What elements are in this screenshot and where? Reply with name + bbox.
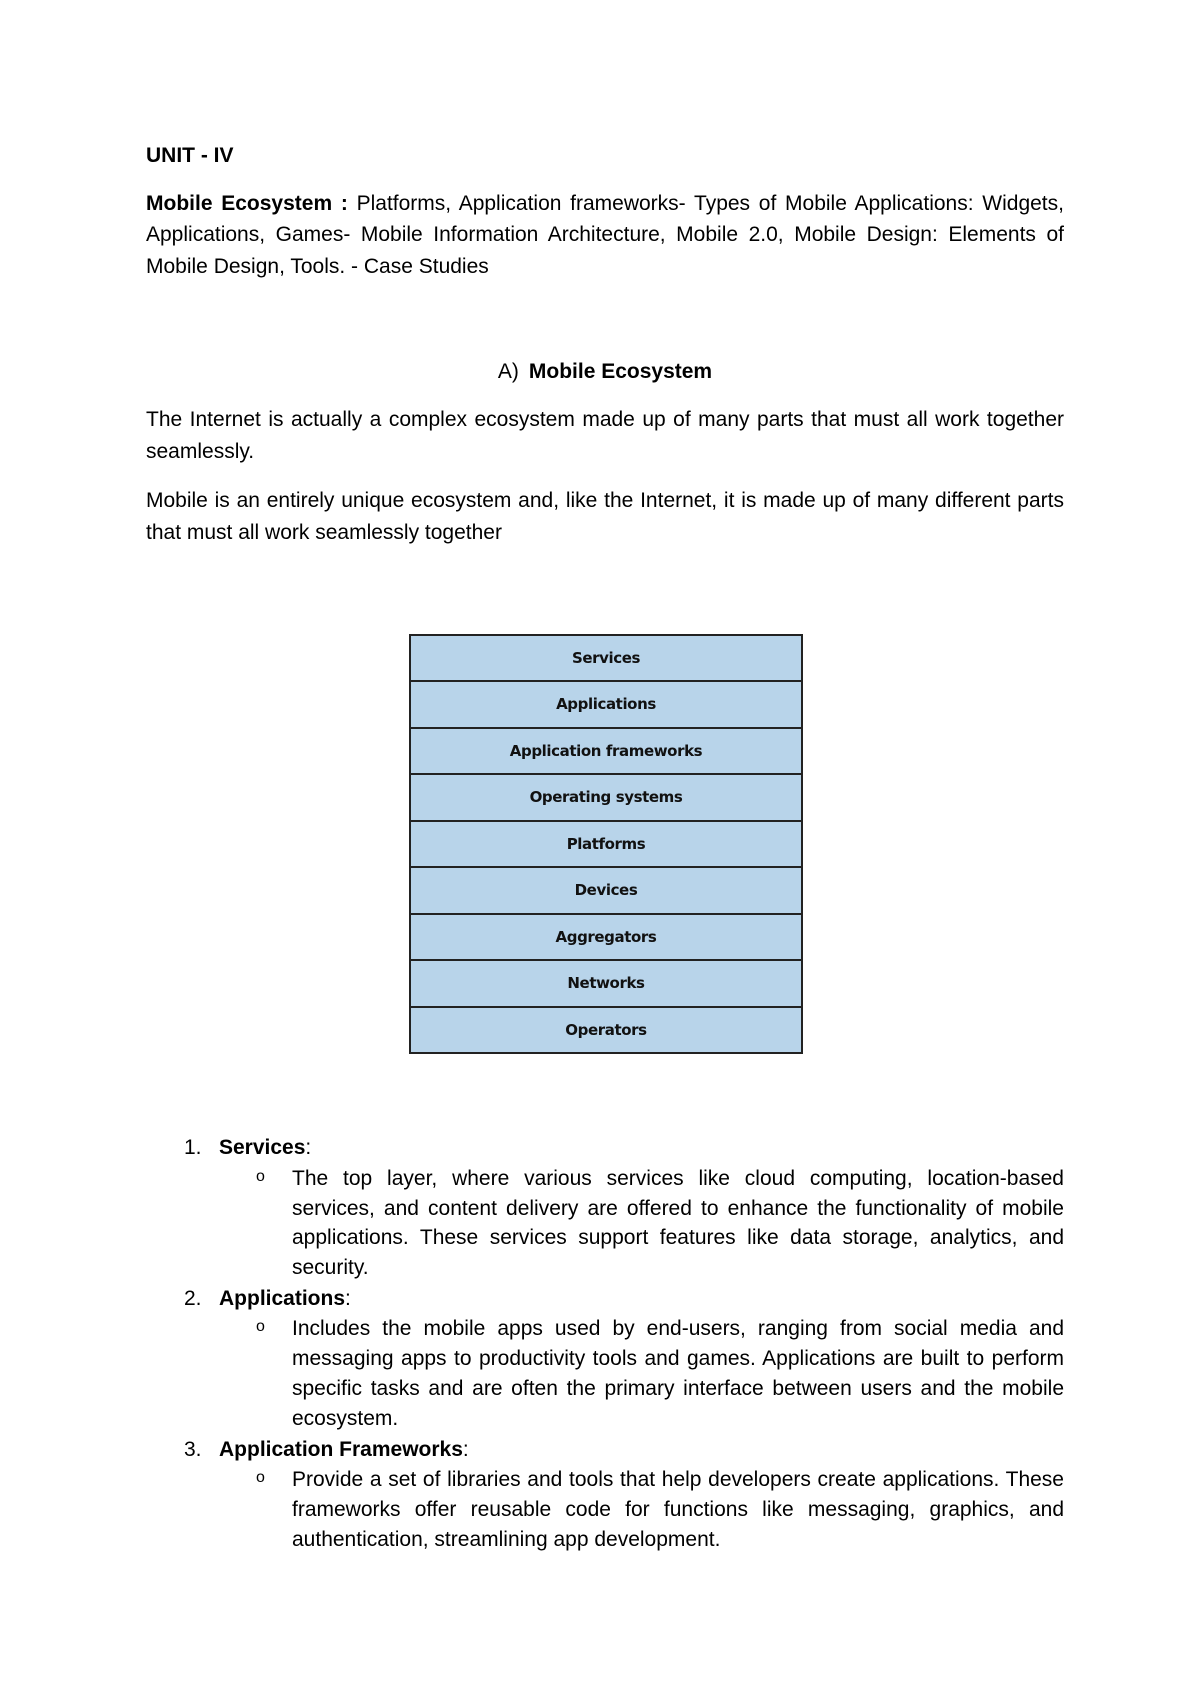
list-number: 3. xyxy=(184,1437,202,1461)
list-number: 1. xyxy=(184,1136,202,1160)
bullet-icon: o xyxy=(256,1469,265,1487)
list-sub-item xyxy=(146,1314,1064,1433)
bullet-icon: o xyxy=(256,1167,265,1185)
layer-platforms: Platforms xyxy=(411,822,801,869)
list-item-colon: : xyxy=(305,1136,312,1160)
list-sub-item xyxy=(146,1164,1064,1283)
list-sub-text: Provide a set of libraries and tools that help developers create applications. These frameworks offer reusable code for functions like messaging, graphics, and authentication, streamlining app development. xyxy=(292,1468,1064,1551)
layer-application-frameworks: Application frameworks xyxy=(411,729,801,776)
list-item-title: Application Frameworks xyxy=(219,1437,463,1461)
layer-operating-systems: Operating systems xyxy=(411,775,801,822)
document-page xyxy=(146,140,1064,1555)
list-item xyxy=(146,1434,1064,1555)
layer-description-list xyxy=(146,1132,1064,1554)
list-item-colon: : xyxy=(345,1286,351,1310)
bullet-icon: o xyxy=(256,1318,265,1336)
list-number: 2. xyxy=(184,1286,202,1310)
list-item-colon: : xyxy=(462,1437,469,1461)
list-item xyxy=(146,1283,1064,1434)
syllabus-label: Mobile Ecosystem : xyxy=(146,191,348,215)
syllabus-paragraph xyxy=(146,188,1064,283)
intro-paragraph-1: The Internet is actually a complex ecosystem made up of many parts that must all work together seamlessly. xyxy=(146,407,1064,464)
layer-devices: Devices xyxy=(411,868,801,915)
layer-aggregators: Aggregators xyxy=(411,915,801,962)
section-heading xyxy=(146,356,1064,388)
intro-paragraph-2: Mobile is an entirely unique ecosystem and, like the Internet, it is made up of many different parts that must all work seamlessly together xyxy=(146,488,1064,545)
list-sub-text: The top layer, where various services like cloud computing, location-based services, and content delivery are offered to enhance the functionality of mobile applications. These services support features like data storage, analytics, and security. xyxy=(292,1166,1064,1280)
layer-applications: Applications xyxy=(411,682,801,729)
list-item-title: Services xyxy=(219,1136,306,1160)
section-title: Mobile Ecosystem xyxy=(528,360,713,383)
unit-title: UNIT - IV xyxy=(146,144,234,167)
layer-services: Services xyxy=(411,636,801,683)
list-sub-text: Includes the mobile apps used by end-users, ranging from social media and messaging apps to productivity tools and games. Applications are built to perform specific tasks and are often the primary interface between users and the mobile ecosystem. xyxy=(292,1317,1064,1430)
ecosystem-layer-diagram xyxy=(409,634,803,1055)
list-item-title: Applications xyxy=(219,1286,346,1310)
layer-operators: Operators xyxy=(411,1008,801,1053)
layer-networks: Networks xyxy=(411,961,801,1008)
syllabus-text: Platforms, Application frameworks- Types of Mobile Applications: Widgets, Applications, Games- Mobile Information Architecture, Mobile 2.0, Mobile Design: Elements of Mobile Design, Tools. - Case Studies xyxy=(146,191,1064,278)
section-marker: A) xyxy=(497,360,519,383)
list-item xyxy=(146,1132,1064,1283)
list-sub-item xyxy=(146,1465,1064,1554)
